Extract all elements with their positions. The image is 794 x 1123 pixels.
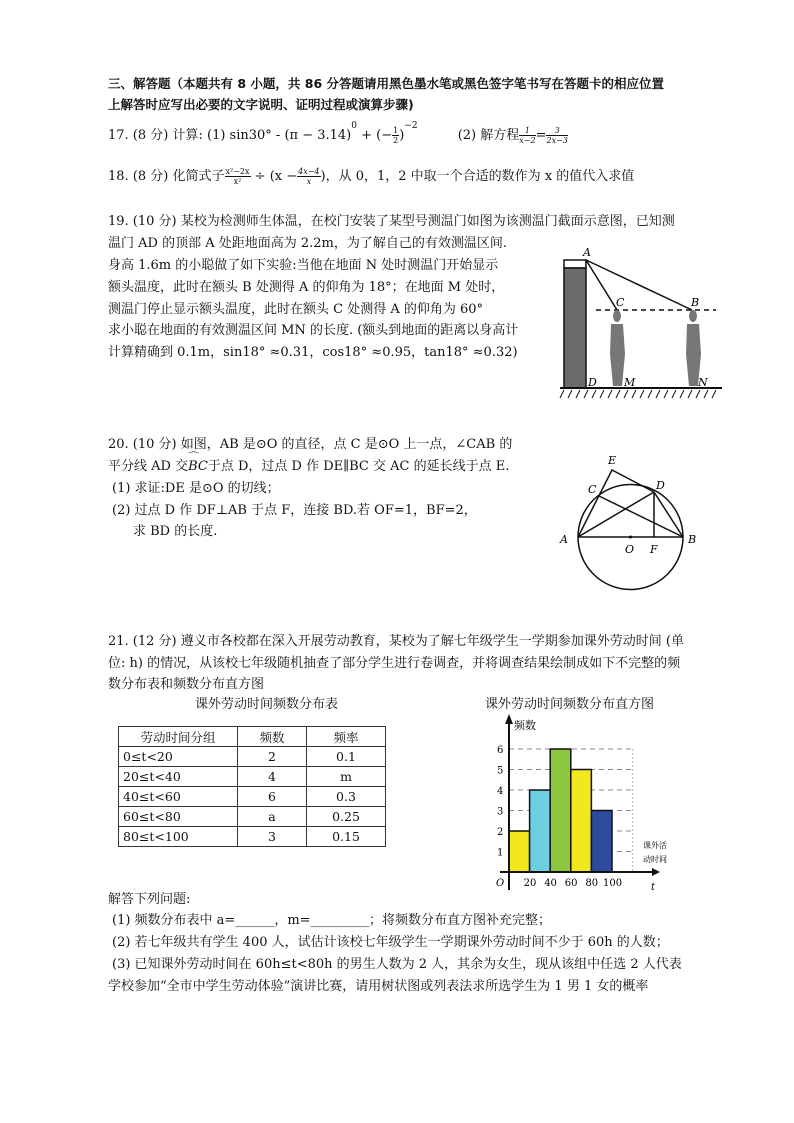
chart-title: 课外劳动时间频数分布直方图 — [485, 697, 655, 712]
x-tick-label: 20 — [523, 878, 537, 889]
x-tick-label: 40 — [544, 878, 557, 889]
table-row: 0≤t<20 2 0.1 — [119, 747, 386, 767]
svg-text:动时间: 动时间 — [643, 855, 667, 864]
section-heading-cont: 上解答时应写出必要的文字说明、证明过程或演算步骤) — [108, 97, 414, 112]
histogram-bar — [591, 811, 612, 873]
table-row: 80≤t<100 3 0.15 — [119, 827, 386, 847]
person-icon — [686, 310, 701, 386]
circle-geometry-figure — [550, 445, 710, 600]
y-tick-label: 2 — [497, 827, 504, 838]
x-tick-label: 60 — [564, 878, 578, 889]
svg-text:频数: 频数 — [514, 719, 536, 732]
section-heading: 三、解答题（本题共有 8 小题，共 86 分答题请用黑色墨水笔或黑色签字笔书写在答题卡的相应位置 — [108, 76, 665, 91]
svg-text:N: N — [698, 376, 708, 389]
y-axis-arrow-icon — [505, 714, 513, 724]
svg-text:A: A — [583, 246, 591, 259]
table-row: 40≤t<60 6 0.3 — [119, 787, 386, 807]
svg-text:F: F — [650, 543, 658, 556]
svg-text:C: C — [616, 296, 625, 309]
exam-page: 三、解答题（本题共有 8 小题，共 86 分答题请用黑色墨水笔或黑色签字笔书写在答题卡的相应位置 上解答时应写出必要的文字说明、证明过程或演算步骤) 17. (8 分) 计算: (1) $\sin 30^\circ - (\pi - 3.14)^0$ + (− $\frac{1}{2}$ )$^{-2}$ (2) 解方程 $\frac{1}{x-2}$ = $\frac{3}{2x-3}$ 18. (8 分) 化简式子 $\frac{\text{x²−2x}}{\text{x²}}$ ÷ (x − $\frac{4x-4}{x}$ )，从 0，1，2 中取一个合适的数作为 x 的值代入求值 19. (10 分) 某校为检测师生体温，在校门安装了某型号测温门如图为该测温门截面示意图，已知测 温门 AD 的顶部 A 处距地面高为 2.2m，为了解自己的有效测温区间. 身高 1.6m 的小聪做了如下实验:当他在地面 N 处时测温门开始显示 额头温度，此时在额头 B 处测得 A 的仰角为 18°；在地面 M 处时， 测温门停止显示额头温度，此时在额头 C 处测得 A 的仰角为 60° 求小聪在地面的有效测温区间 MN 的长度. (额头到地面的距离以身高计 计算精确到 0.1m，sin18° ≈0.31，cos18° ≈0.95，tan18° ≈0.32) A C B D M N 20. (10 分) 如图，AB 是⊙O 的直径，点 C 是⊙O 上一点，∠CAB 的 平分线 AD 交⌒ BC于点 D，过点 D 作 DE∥BC 交 AC 的延长线于点 E. (1) 求证:DE 是⊙O 的切线； (2) 过点 D 作 DF⊥AB 于点 F，连接 BD.若 OF=1，BF=2， 求 BD 的长度. A B C D E O F 21. (12 分) 遵义市各校都在深入开展劳动教育，某校为了解七年级学生一学期参加课外劳动时间 (单 位: h) 的情况，从该校七年级随机抽查了部分学生进行卷调查，并将调查结果绘制成如下不完整的频 数分布表和频数分布直方图 课外劳动时间频数分布表 课外劳动时间频数分布直方图 劳动时间分组 频数 频率 0≤t<20 2 0.1 20≤t<40 4 m 40≤t<60 6 0.3 60≤t<80 a 0.25 80≤t<100 3 0.15 频数 O t 课外活 动时间 1 2 3 4 5 6 20 40 60 80 100 解答下列问题: (1) 频数分布表中 a=______，m=_________；将频数分布直方图补充完整； (2) 若七年级共有学生 400 人，试估计该校七年级学生一学期课外劳动时间不少于 60h 的人数； (3) 已知课外劳动时间在 60h≤t<80h 的男生人数为 2 人，其余为女生，现从该组中任选 2 人代表 学校参加“全市中学生劳动体验”演讲比赛，请用树状图或列表法求所选学生为 1 男 1 女的概率 — [0, 0, 794, 1123]
question-17: 17. (8 分) 计算: (1) $\sin 30^\circ - (\pi - 3.14)^0$ + (− $\frac{1}{2}$ )$^{-2}$ (2) 解方程 $\frac{1}{x-2}$ = $\frac{3}{2x-3}$ — [108, 120, 568, 145]
x-axis-arrow-icon — [652, 868, 660, 876]
svg-text:O: O — [625, 543, 635, 556]
svg-text:A: A — [560, 533, 568, 546]
y-tick-label: 3 — [497, 806, 504, 818]
x-tick-label: 80 — [585, 878, 599, 889]
svg-text:D: D — [656, 479, 665, 492]
svg-text:C: C — [588, 483, 597, 496]
thermometer-gate-figure — [550, 240, 730, 410]
y-tick-label: 1 — [497, 847, 504, 859]
histogram-chart — [480, 700, 680, 895]
table-row: 60≤t<80 a 0.25 — [119, 807, 386, 827]
person-icon — [610, 310, 625, 386]
svg-text:B: B — [688, 533, 697, 546]
question-18: 18. (8 分) 化简式子 $\frac{\text{x²−2x}}{\text{x²}}$ ÷ (x − $\frac{4x-4}{x}$ )，从 0，1，2 中取一个合适的数作为 x 的值代入求值 — [108, 167, 635, 186]
table-header-row: 劳动时间分组 频数 频率 — [119, 727, 386, 747]
x-tick-label: 100 — [603, 878, 623, 889]
histogram-bar — [571, 770, 592, 873]
svg-text:E: E — [608, 454, 617, 467]
svg-text:t: t — [651, 882, 656, 893]
svg-text:D: D — [588, 376, 597, 389]
histogram-bar — [550, 749, 571, 872]
svg-text:课外活: 课外活 — [643, 841, 667, 850]
y-tick-label: 6 — [497, 745, 504, 756]
y-tick-label: 4 — [497, 786, 504, 797]
frequency-table — [118, 726, 386, 847]
histogram-bar — [509, 831, 530, 872]
table-row: 20≤t<40 4 m — [119, 767, 386, 787]
table-title: 课外劳动时间频数分布表 — [195, 697, 339, 712]
svg-text:O: O — [496, 878, 505, 889]
svg-text:M: M — [624, 376, 636, 389]
y-tick-label: 5 — [497, 765, 504, 777]
svg-text:B: B — [691, 296, 700, 309]
histogram-bar — [530, 790, 551, 872]
